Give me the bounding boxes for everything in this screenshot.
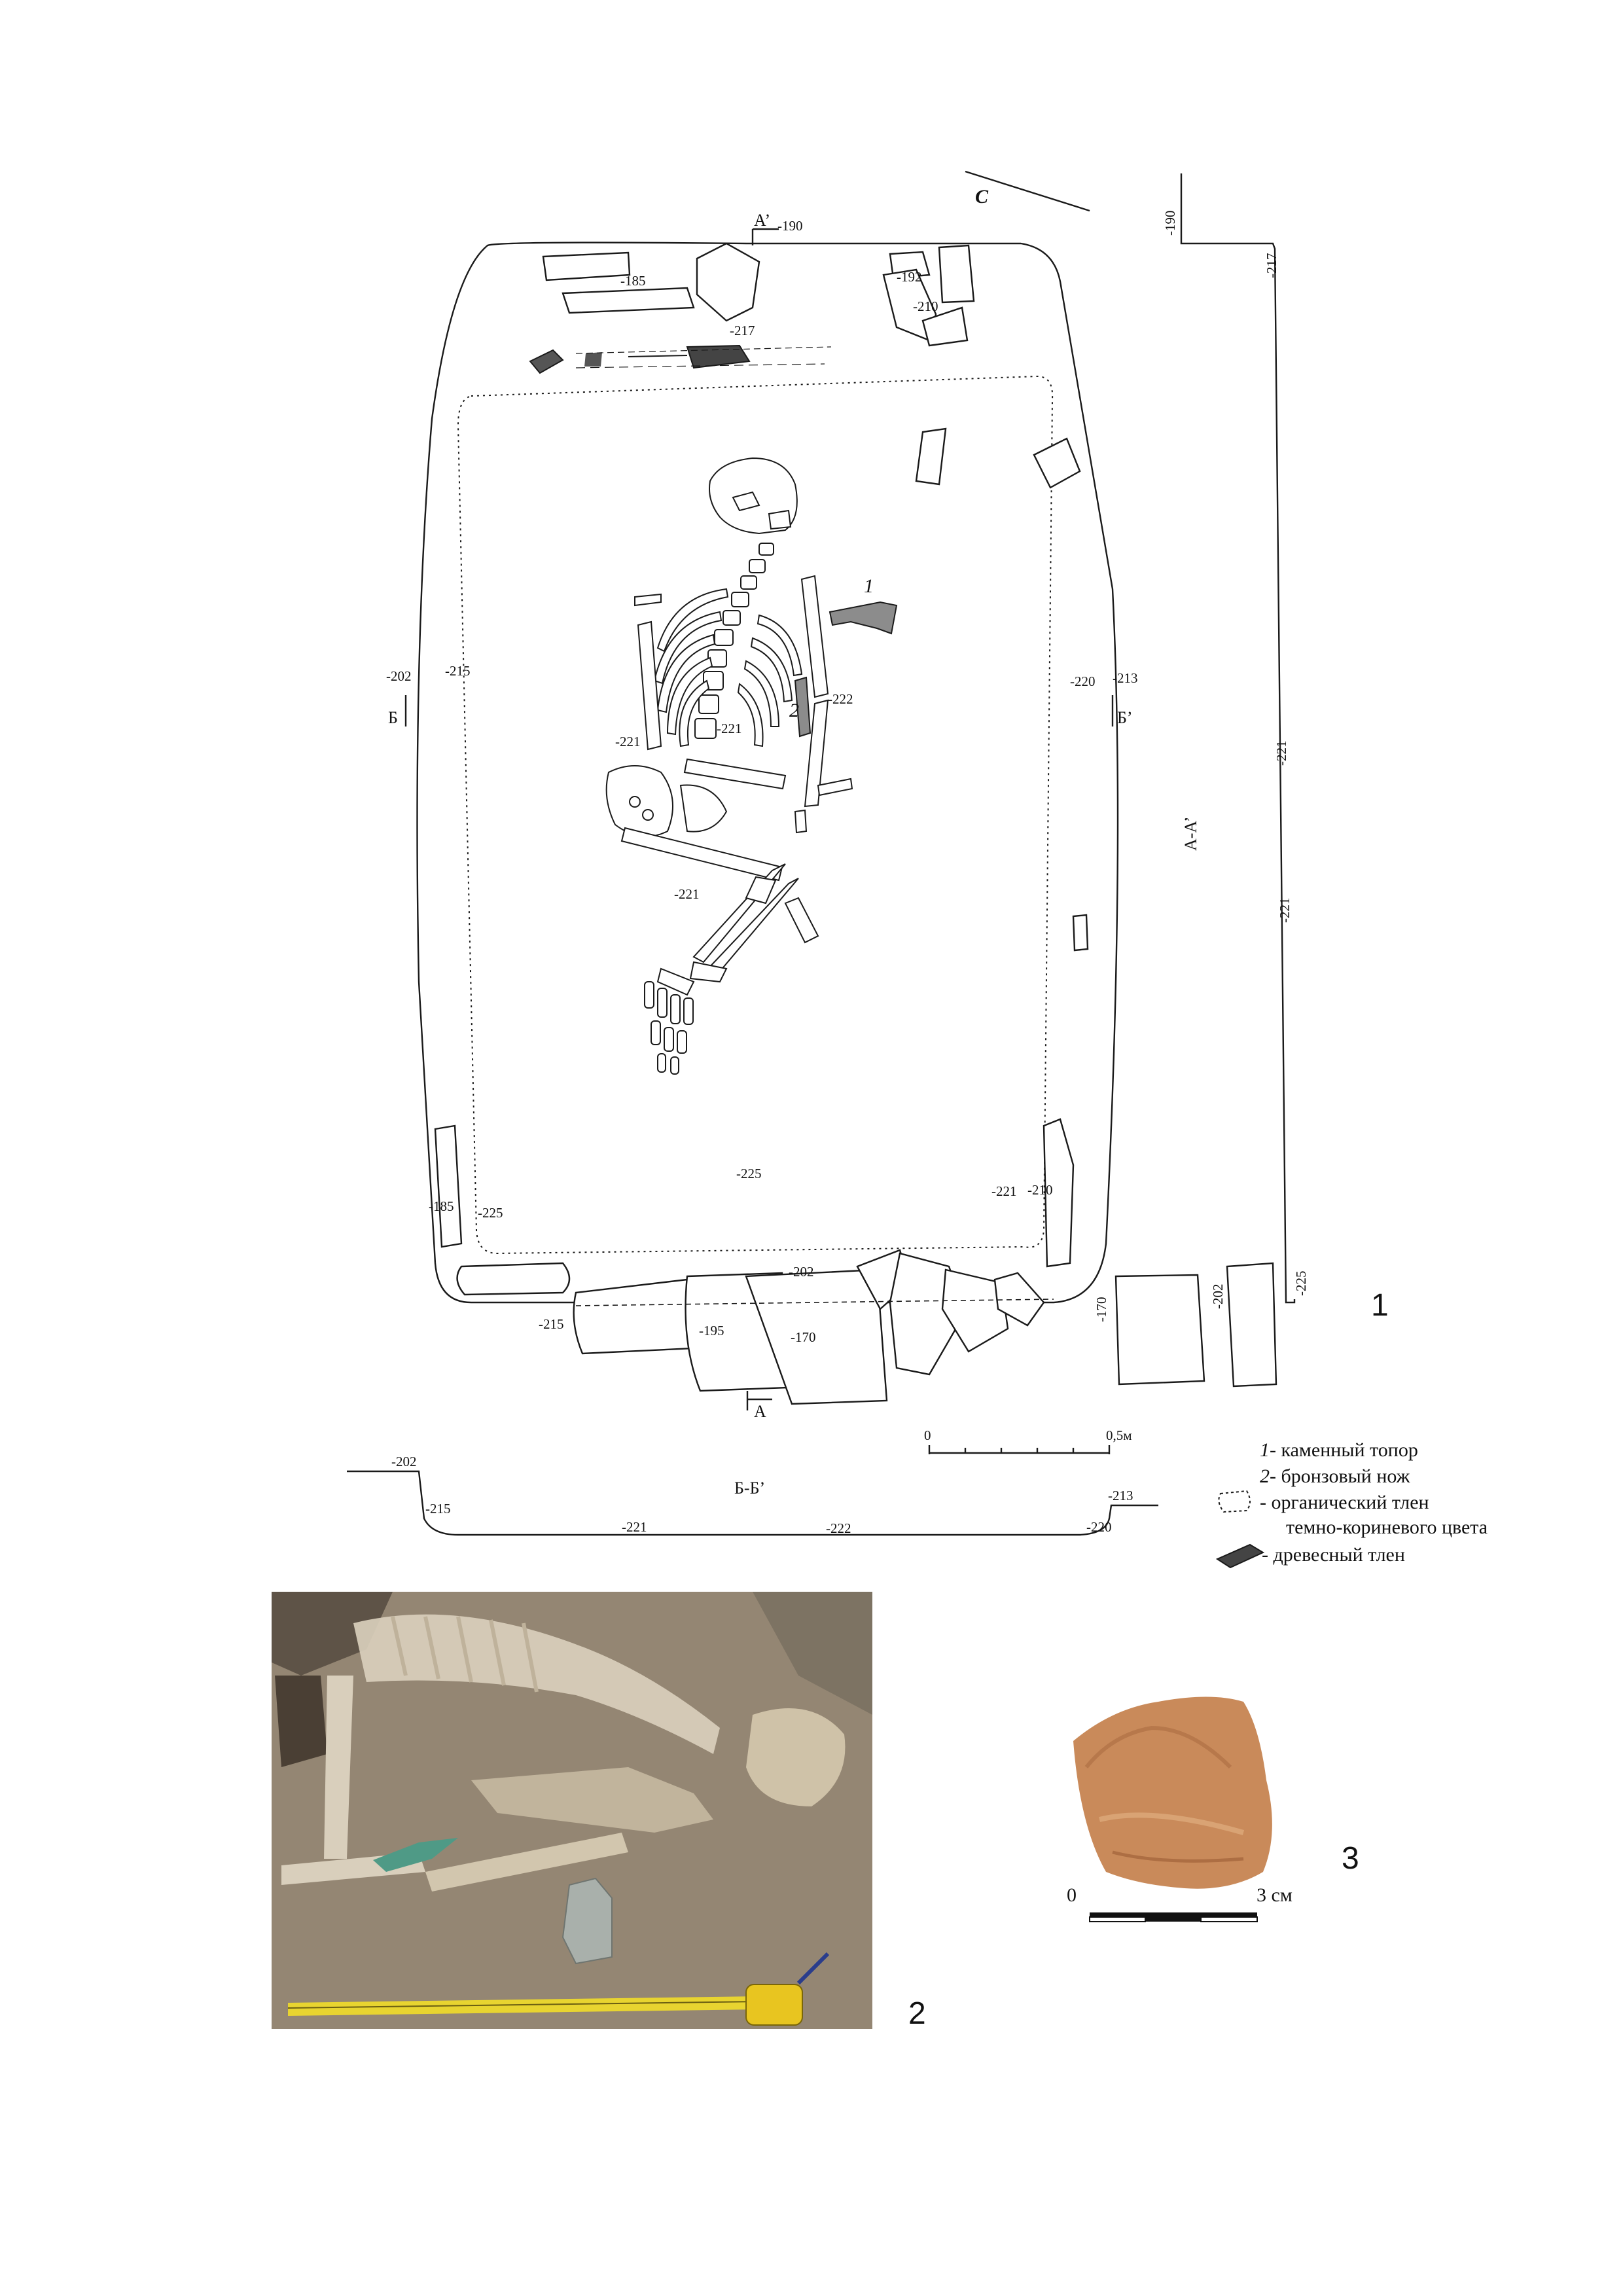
svg-text:0: 0	[1067, 1884, 1077, 1906]
svg-text:-195: -195	[699, 1323, 724, 1338]
section-bb	[347, 1454, 1158, 1536]
svg-text:-213: -213	[1108, 1488, 1133, 1503]
svg-text:- бронзовый нож: - бронзовый нож	[1270, 1465, 1410, 1487]
artifact-fragment	[1073, 1697, 1272, 1889]
svg-text:-192: -192	[897, 269, 922, 285]
svg-text:- древесный тлен: - древесный тлен	[1262, 1544, 1405, 1566]
svg-text:-220: -220	[1086, 1519, 1112, 1535]
svg-text:-213: -213	[1113, 670, 1138, 686]
svg-text:2: 2	[1260, 1465, 1270, 1487]
section-mark-a	[747, 1391, 772, 1421]
svg-text:1: 1	[864, 575, 874, 597]
legend-item-wood-decay	[1217, 1544, 1405, 1568]
foot-bones	[645, 982, 693, 1074]
legend-item-bronze-knife	[1260, 1465, 1410, 1487]
svg-text:-222: -222	[828, 691, 853, 707]
figure-number-1: 1	[1371, 1288, 1389, 1323]
svg-text:-217: -217	[730, 323, 755, 338]
section-mark-a-prime	[753, 211, 803, 245]
svg-text:-202: -202	[1210, 1283, 1226, 1309]
excavation-photo	[272, 1592, 872, 2029]
plan-scale-bar	[924, 1427, 1132, 1454]
svg-text:-221: -221	[674, 886, 700, 902]
svg-text:-215: -215	[445, 663, 471, 679]
north-arrow	[965, 171, 1090, 211]
svg-text:-222: -222	[826, 1520, 851, 1536]
svg-text:-221: -221	[615, 734, 641, 749]
figure-number-3: 3	[1342, 1841, 1359, 1876]
bottom-stones	[457, 1250, 1276, 1404]
svg-text:-202: -202	[386, 668, 412, 684]
stone-axe-find	[830, 575, 897, 634]
svg-text:-202: -202	[789, 1264, 814, 1280]
svg-text:Б-Б’: Б-Б’	[734, 1479, 766, 1498]
figure-number-2: 2	[908, 1996, 926, 2031]
svg-text:-217: -217	[1264, 253, 1279, 278]
svg-text:-170: -170	[791, 1329, 816, 1345]
legend-item-stone-axe	[1260, 1439, 1418, 1461]
legend	[1217, 1439, 1488, 1568]
svg-text:-185: -185	[429, 1198, 454, 1214]
svg-text:0,5м: 0,5м	[1106, 1427, 1132, 1443]
svg-text:-221: -221	[991, 1183, 1017, 1199]
svg-text:-225: -225	[736, 1166, 762, 1181]
svg-text:-202: -202	[391, 1454, 417, 1469]
svg-text:-221: -221	[622, 1519, 647, 1535]
skeleton	[607, 458, 852, 1074]
burial-plan	[386, 211, 1276, 1421]
section-aa	[1094, 173, 1309, 1322]
svg-text:А’: А’	[754, 211, 771, 230]
svg-text:1: 1	[1260, 1439, 1270, 1461]
svg-text:-210: -210	[1027, 1182, 1053, 1198]
svg-text:А: А	[754, 1402, 766, 1421]
svg-text:темно-кориневого цвета: темно-кориневого цвета	[1286, 1516, 1488, 1538]
bronze-knife-find	[789, 677, 810, 736]
svg-text:-210: -210	[913, 298, 938, 314]
svg-text:- каменный топор: - каменный топор	[1270, 1439, 1418, 1461]
svg-text:-225: -225	[1293, 1270, 1309, 1296]
svg-text:-221: -221	[1277, 897, 1293, 923]
legend-item-organic-decay	[1219, 1491, 1488, 1538]
svg-text:-221: -221	[1274, 740, 1289, 766]
svg-text:- органический тлен: - органический тлен	[1260, 1492, 1429, 1513]
svg-text:Б’: Б’	[1117, 708, 1133, 727]
svg-text:-220: -220	[1070, 673, 1096, 689]
svg-text:0: 0	[924, 1427, 931, 1443]
svg-text:3 см: 3 см	[1257, 1884, 1293, 1906]
svg-text:А-А’: А-А’	[1181, 816, 1200, 851]
section-mark-b-prime	[1070, 670, 1138, 727]
svg-text:-225: -225	[478, 1205, 503, 1221]
artifact-scale-bar	[1067, 1884, 1293, 1922]
section-mark-b	[386, 663, 471, 727]
svg-text:-190: -190	[1162, 210, 1178, 236]
top-stones	[543, 243, 974, 346]
svg-text:-185: -185	[620, 273, 646, 289]
svg-text:-170: -170	[1094, 1297, 1109, 1322]
wood-decay	[530, 346, 831, 373]
svg-text:-215: -215	[539, 1316, 564, 1332]
svg-text:-215: -215	[425, 1501, 451, 1516]
svg-text:-190: -190	[777, 218, 803, 234]
svg-text:2: 2	[789, 700, 799, 721]
svg-text:-221: -221	[717, 721, 742, 736]
north-label: C	[975, 186, 989, 207]
svg-text:Б: Б	[388, 708, 398, 727]
